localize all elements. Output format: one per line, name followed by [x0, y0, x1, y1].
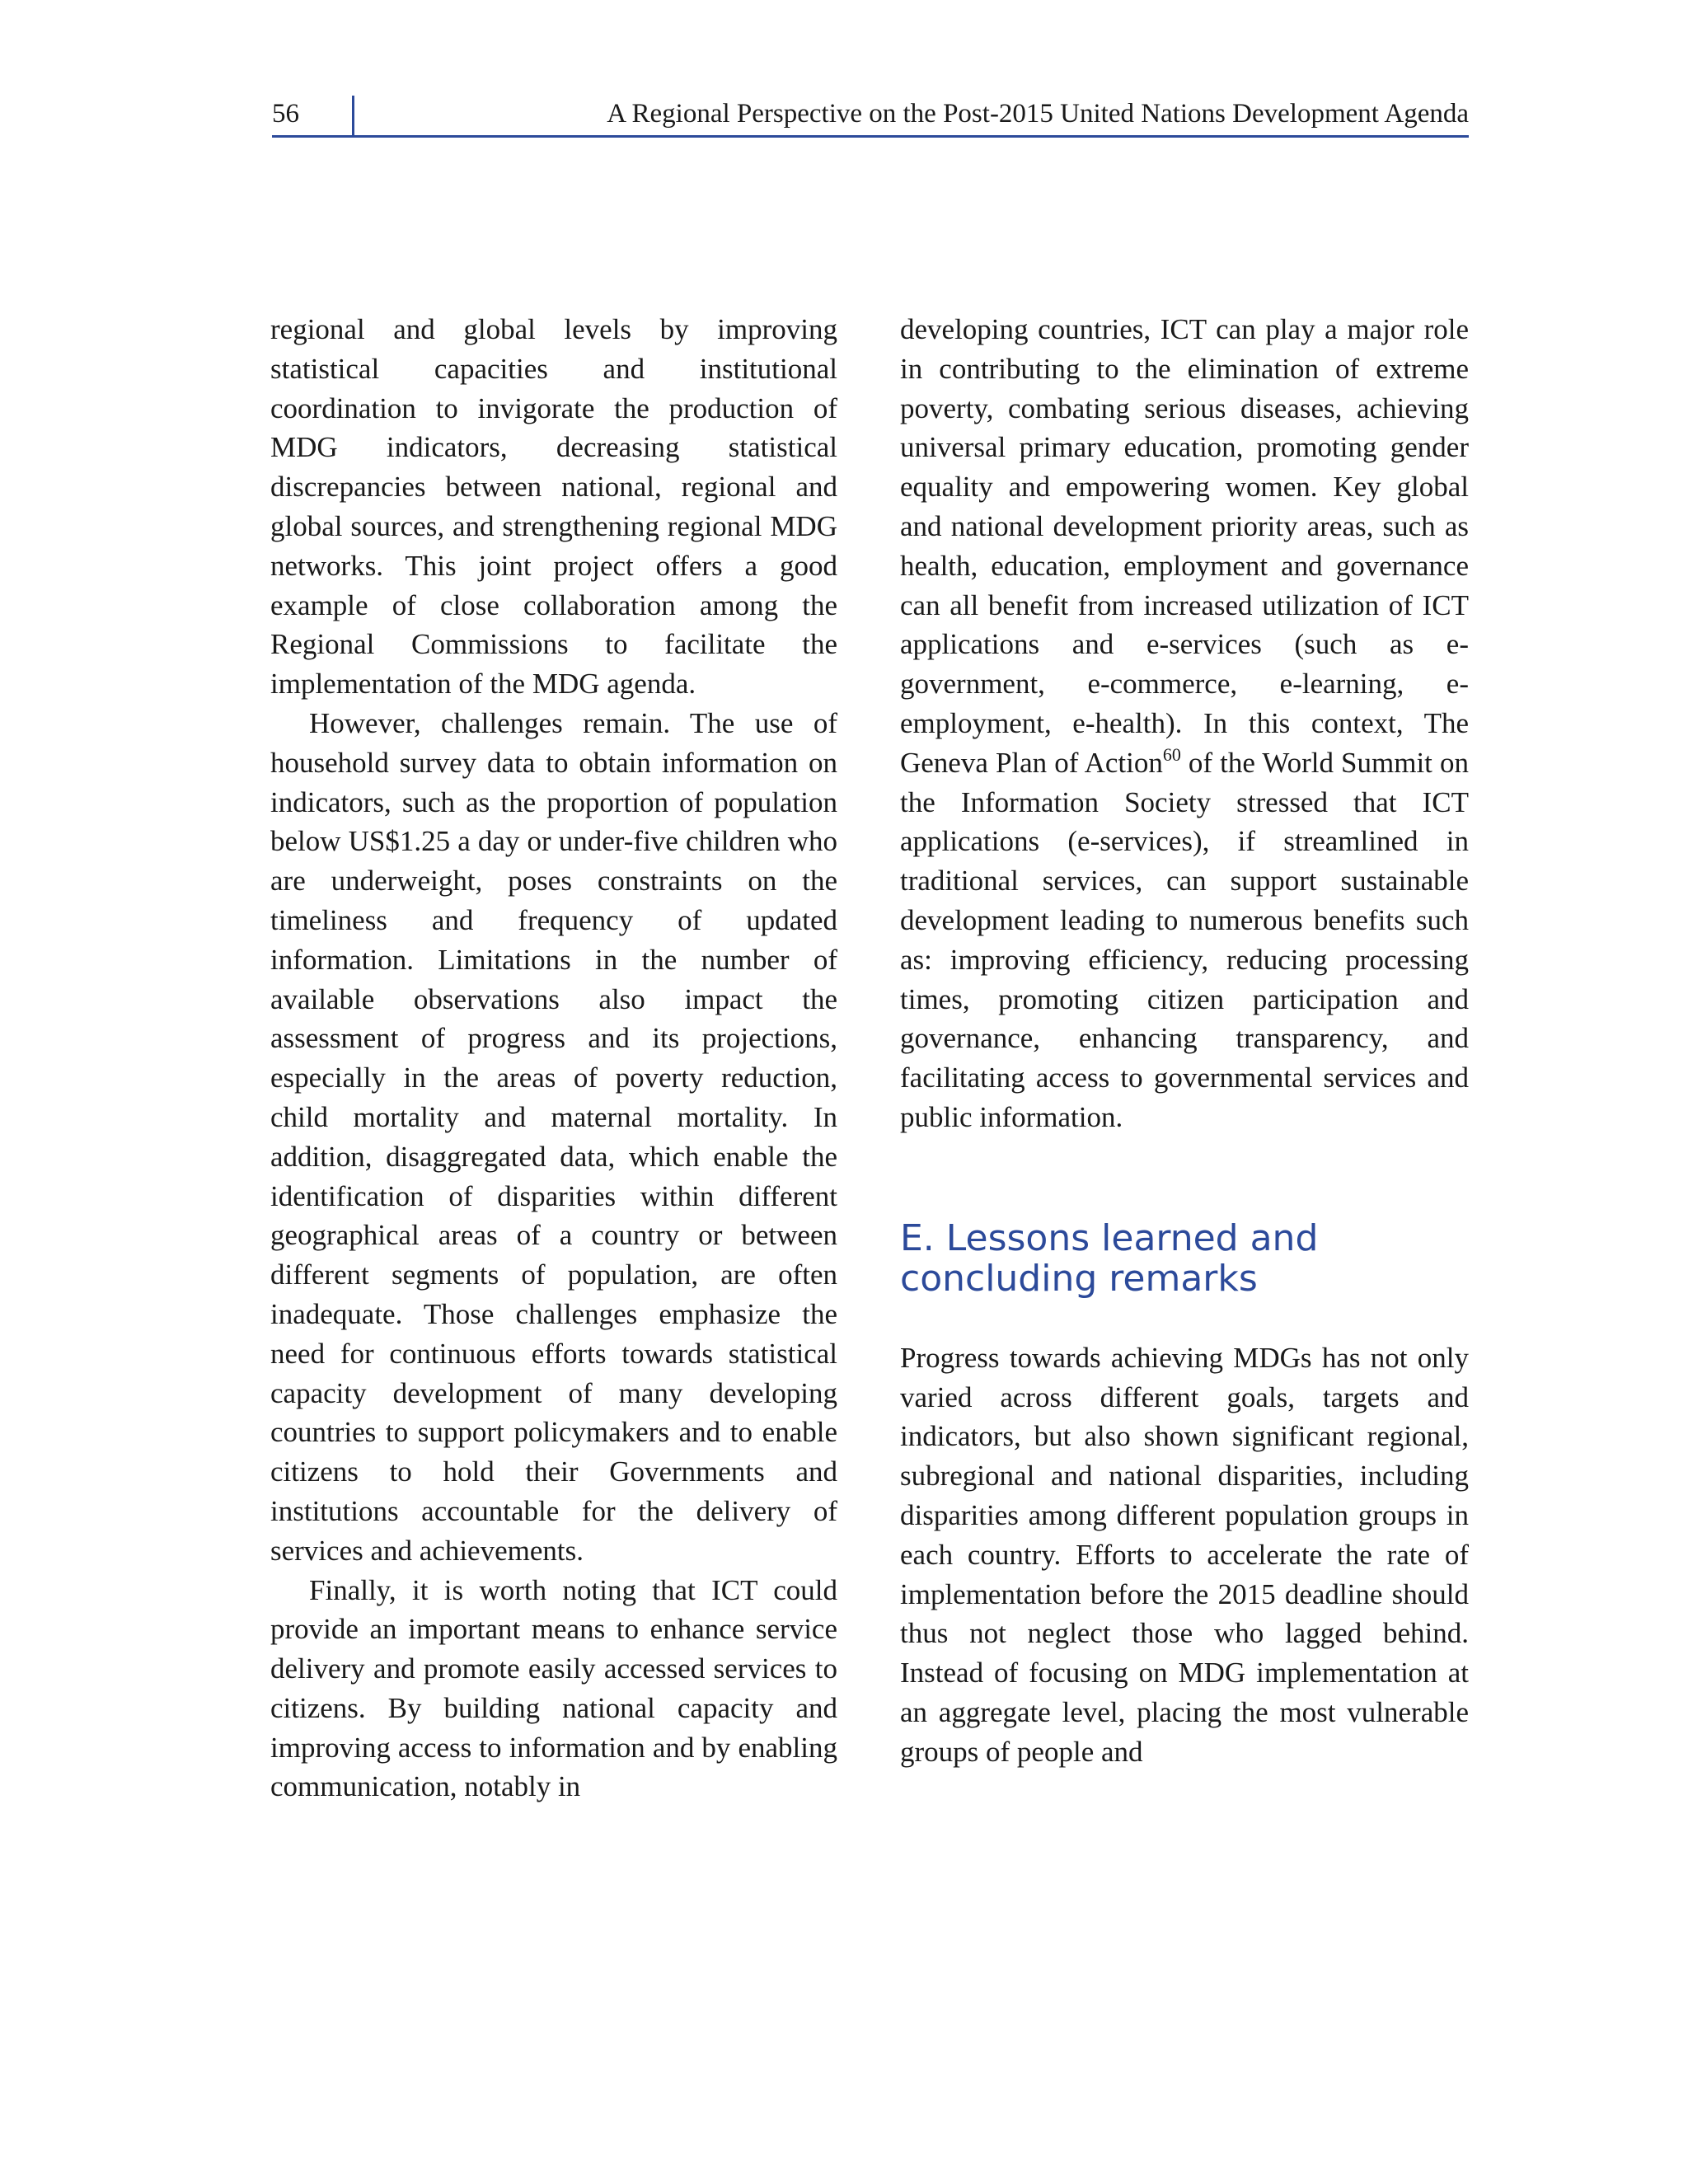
- paragraph-ict-continued: [900, 310, 1469, 1137]
- paragraph-ict: Finally, it is worth noting that ICT could provide an important means to enhance service delivery and promote easily accessed services to citizens. By building national capacity and improving access to information and by enabling communication, notably in: [270, 1573, 837, 1803]
- running-header-title: A Regional Perspective on the Post-2015 United Nations Development Agenda: [607, 99, 1469, 129]
- footnote-marker[interactable]: 60: [1162, 743, 1181, 765]
- right-column: [900, 310, 1469, 1772]
- paragraph-text-part1: developing countries, ICT can play a major role in contributing to the elimination of extreme poverty, combating serious diseases, achieving universal primary education, promoting gender equality and empowering women. Key global and national development priority areas, such as health, education, employment and governance can all benefit from increased utilization of ICT applications and e-services (such as e-government, e-commerce, e-learning, e-employment, e-health). In this context, The Geneva Plan of Action: [900, 313, 1469, 779]
- header-rule: [272, 135, 1469, 138]
- page-number: 56: [272, 99, 299, 129]
- section-heading-line2: concluding remarks: [900, 1257, 1258, 1300]
- paragraph-challenges: However, challenges remain. The use of household survey data to obtain information on indicators, such as the proportion of population below US$1.25 a day or under-five children who are underweight, poses constraints on the timeliness and frequency of updated information. Limitations in the number of available observations also impact the assessment of progress and its projections, especially in the areas of poverty reduction, child mortality and maternal mortality. In addition, disaggregated data, which enable the identification of disparities within different geographical areas of a country or between different segments of population, are often inadequate. Those challenges emphasize the need for continuous efforts towards statistical capacity development of many developing countries to support policymakers and to enable citizens to hold their Governments and institutions accountable for the delivery of services and achievements.: [270, 706, 837, 1567]
- header-divider: [352, 96, 354, 137]
- paragraph-continued: regional and global levels by improving statistical capacities and institutional coordination to invigorate the production of MDG indicators, decreasing statistical discrepancies between national, regional and global sources, and strengthening regional MDG networks. This joint project offers a good example of close collaboration among the Regional Commissions to facilitate the implementation of the MDG agenda.: [270, 313, 837, 701]
- section-heading: [900, 1218, 1469, 1299]
- section-heading-line1: E. Lessons learned and: [900, 1216, 1319, 1259]
- paragraph-progress: Progress towards achieving MDGs has not only varied across different goals, targets and indicators, but also shown significant regional, subregional and national disparities, including disparities among different population groups in each country. Efforts to accelerate the rate of implementation before the 2015 deadline should thus not neglect those who lagged behind. Instead of focusing on MDG implementation at an aggregate level, placing the most vulnerable groups of people and: [900, 1341, 1469, 1768]
- paragraph-text-part2: of the World Summit on the Information Society stressed that ICT applications (e-services), if streamlined in traditional services, can support sustainable development leading to numerous benefits such as: improving efficiency, reducing processing times, promoting citizen participation and governance, enhancing transparency, and facilitating access to governmental services and public information.: [900, 746, 1469, 1133]
- left-column: [270, 310, 837, 1807]
